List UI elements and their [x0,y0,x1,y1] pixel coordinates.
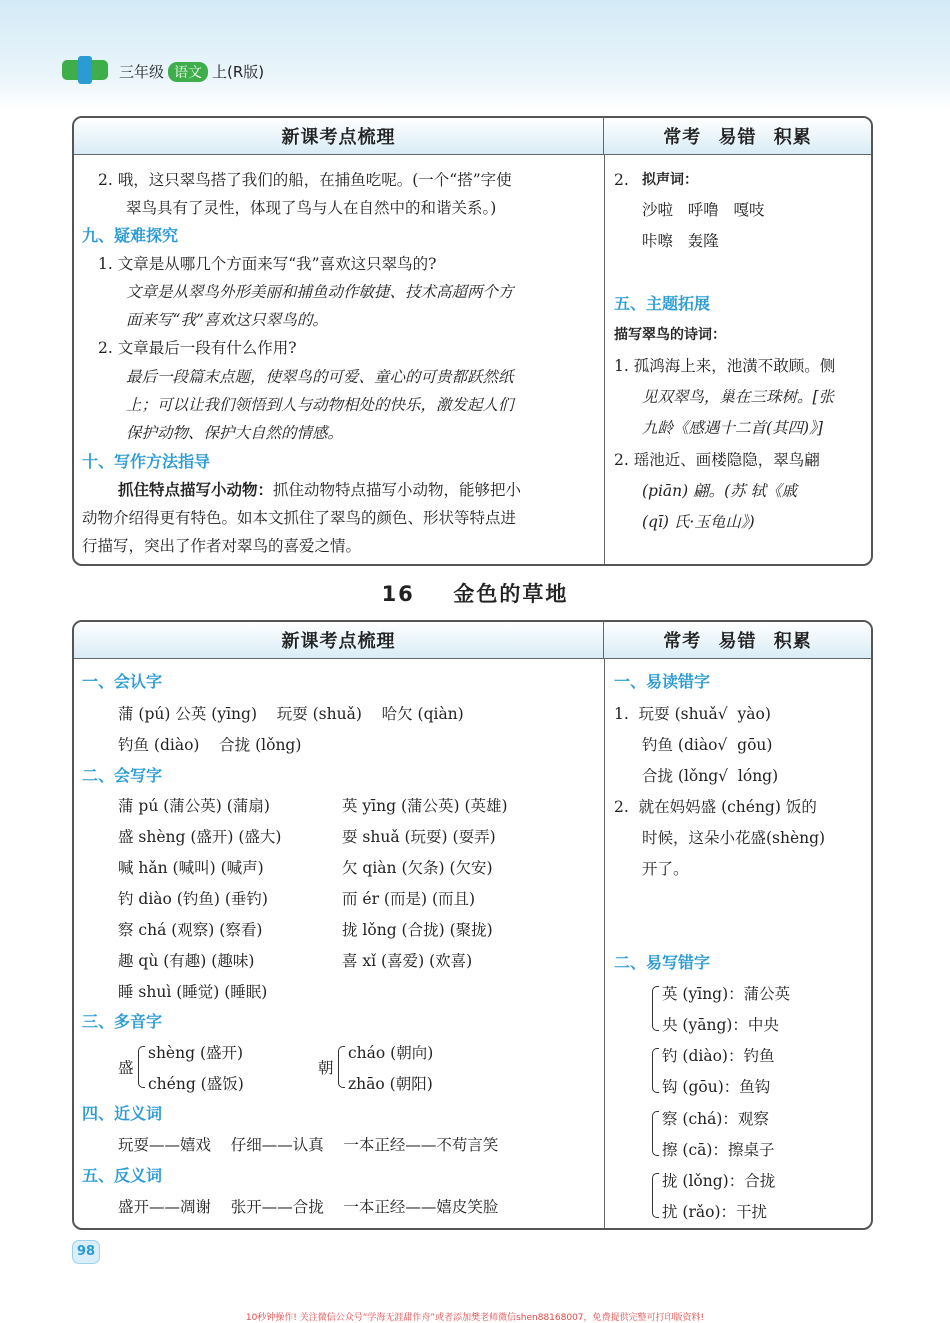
miswrite-pair-a: 钓 (diào)：钓鱼 [662,1047,775,1065]
write-row: 欠 qiàn (欠条) (欠安) [342,859,493,877]
poem-2-line-2: (piān) 翩。(苏 轼《戚 [642,482,798,500]
answer-2-line-3: 保护动物、保护大自然的情感。 [126,424,344,442]
polyphone-2-char: 朝 [318,1059,334,1077]
writing-tip-line-2: 动物介绍得更有特色。如本文抓住了翠鸟的颜色、形状等特点进 [82,509,517,527]
edition-label: 上(R版) [212,63,265,81]
recognize-line-1: 蒲 (pú) 公英 (yīng) 玩耍 (shuǎ) 哈欠 (qiàn) [118,705,464,723]
polyphone-2-reading-a: cháo (朝向) [348,1044,434,1062]
write-row: 英 yīng (蒲公英) (英雄) [342,797,508,815]
poem-1-line-2: 见双翠鸟，巢在三珠树。[张 [642,388,835,406]
writing-tip-line-3: 行描写，突出了作者对翠鸟的喜爱之情。 [82,537,362,555]
footer-notice: 10秒钟操作! 关注微信公众号“学海无涯甜作舟”或者添加樊老师微信shen88168007，免费提供完整可打印版资料! [245,1313,705,1323]
miswrite-heading: 二、易写错字 [614,953,711,972]
answer-1-line-2: 面来写“我”喜欢这只翠鸟的。 [126,311,328,329]
synonym-line: 玩耍——嬉戏 仔细——认真 一本正经——不苟言笑 [118,1136,499,1154]
misread-1-line-2: 钓鱼 (diào√ gōu) [642,736,773,754]
lesson-name: 金色的草地 [453,582,569,606]
misread-2-line-1: 2. 就在妈妈盛 (chéng) 饭的 [614,798,817,816]
grade-label: 三年级 [119,63,165,81]
recognize-heading: 一、会认字 [82,672,163,691]
polyphone-1-char: 盛 [118,1059,134,1077]
misread-1-line-3: 合拢 (lǒng√ lóng) [642,767,779,785]
write-row: 趣 qù (有趣) (趣味) [118,952,255,970]
write-row: 喊 hǎn (喊叫) (喊声) [118,859,264,877]
column-divider [604,155,605,564]
subject-badge: 语文 [168,62,208,82]
writing-tip-label: 抓住特点描写小动物： [118,481,274,499]
write-row: 察 chá (观察) (察看) [118,921,263,939]
miswrite-pair-a: 察 (chá)：观察 [662,1110,769,1128]
onomatopoeia-words-2: 咔嚓 轰隆 [642,232,719,250]
onomatopoeia-words-1: 沙啦 呼噜 嘎吱 [642,201,765,219]
polyphone-1-reading-a: shèng (盛开) [148,1044,244,1062]
poem-label: 描写翠鸟的诗词： [614,327,726,343]
write-row: 盛 shèng (盛开) (盛大) [118,828,282,846]
misread-2-line-2: 时候，这朵小花盛(shèng) [642,829,826,847]
write-row: 喜 xǐ (喜爱) (欢喜) [342,952,473,970]
poem-1-line-3: 九龄《感遇十二首(其四)》] [642,419,823,437]
write-heading: 二、会写字 [82,766,163,785]
misread-1-line-1: 1. 玩耍 (shuǎ√ yào) [614,705,771,723]
top-left-heading: 新课考点梳理 [74,118,604,155]
write-row: 耍 shuǎ (玩耍) (耍弄) [342,828,496,846]
polyphone-heading: 三、多音字 [82,1012,163,1031]
antonym-line: 盛开——凋谢 张开——合拢 一本正经——嬉皮笑脸 [118,1198,499,1216]
lesson-number: 16 [381,582,415,606]
answer-1-line-1: 文章是从翠鸟外形美丽和捕鱼动作敏捷、技术高超两个方 [126,283,514,301]
top-right-heading: 常考 易错 积累 [604,118,871,155]
write-row: 而 ér (而是) (而且) [342,890,476,908]
misread-heading: 一、易读错字 [614,672,711,691]
section-5-heading: 五、主题拓展 [614,294,711,313]
write-row: 拢 lǒng (合拢) (聚拢) [342,921,493,939]
brand-logo [62,56,108,84]
miswrite-pair-b: 扰 (rǎo)：干扰 [662,1203,768,1221]
answer-2-line-1: 最后一段篇末点题，使翠鸟的可爱、童心的可贵都跃然纸 [126,368,514,386]
answer-2-line-2: 上；可以让我们领悟到人与动物相处的快乐，激发起人们 [126,396,514,414]
brace [652,1048,659,1093]
misread-2-line-3: 开了。 [642,860,689,878]
miswrite-pair-a: 拢 (lǒng)：合拢 [662,1172,776,1190]
brace [652,986,659,1031]
item-2-text: 2. 哦，这只翠鸟搭了我们的船，在捕鱼吃呢。(一个“搭”字使 [98,171,512,189]
brace [138,1046,145,1088]
brace [652,1173,659,1218]
bottom-review-box [72,620,873,1230]
poem-2-line-1: 2. 瑶池近、画楼隐隐，翠鸟翩 [614,451,820,469]
writing-tip-line-1 [118,480,521,500]
header-band [0,0,950,110]
write-row: 钓 diào (钓鱼) (垂钓) [118,890,268,908]
bottom-right-heading: 常考 易错 积累 [604,622,871,659]
write-row: 蒲 pú (蒲公英) (蒲扇) [118,797,270,815]
question-1: 1. 文章是从哪几个方面来写“我”喜欢这只翠鸟的? [98,255,437,273]
polyphone-1-reading-b: chéng (盛饭) [148,1075,244,1093]
item-2-continued: 翠鸟具有了灵性，体现了鸟与人在自然中的和谐关系。) [126,199,497,217]
polyphone-2-reading-b: zhāo (朝阳) [348,1075,433,1093]
miswrite-pair-b: 擦 (cā)：擦桌子 [662,1141,775,1159]
question-2: 2. 文章最后一段有什么作用? [98,339,297,357]
recognize-line-2: 钓鱼 (diào) 合拢 (lǒng) [118,736,302,754]
miswrite-pair-b: 钩 (gōu)：鱼钩 [662,1078,771,1096]
brace [338,1046,345,1088]
top-review-box [72,116,873,566]
miswrite-pair-b: 央 (yāng)：中央 [662,1016,779,1034]
page-number: 98 [72,1240,100,1264]
write-row: 睡 shuì (睡觉) (睡眠) [118,983,268,1001]
onomatopoeia-label: 拟声词： [642,172,698,188]
section-9-heading: 九、疑难探究 [82,226,179,245]
writing-tip-text: 抓住动物特点描写小动物，能够把小 [273,481,522,499]
poem-2-line-3: (qī) 氏·玉龟山》) [642,513,755,531]
section-10-heading: 十、写作方法指导 [82,452,211,471]
column-divider [604,659,605,1228]
synonym-heading: 四、近义词 [82,1104,163,1123]
brace [652,1111,659,1156]
book-info [119,61,264,82]
antonym-heading: 五、反义词 [82,1166,163,1185]
lesson-title [0,578,950,608]
miswrite-pair-a: 英 (yīng)：蒲公英 [662,985,791,1003]
bottom-left-heading: 新课考点梳理 [74,622,604,659]
right-item-2-number: 2. [614,171,629,189]
poem-1-line-1: 1. 孤鸿海上来，池潢不敢顾。侧 [614,357,836,375]
